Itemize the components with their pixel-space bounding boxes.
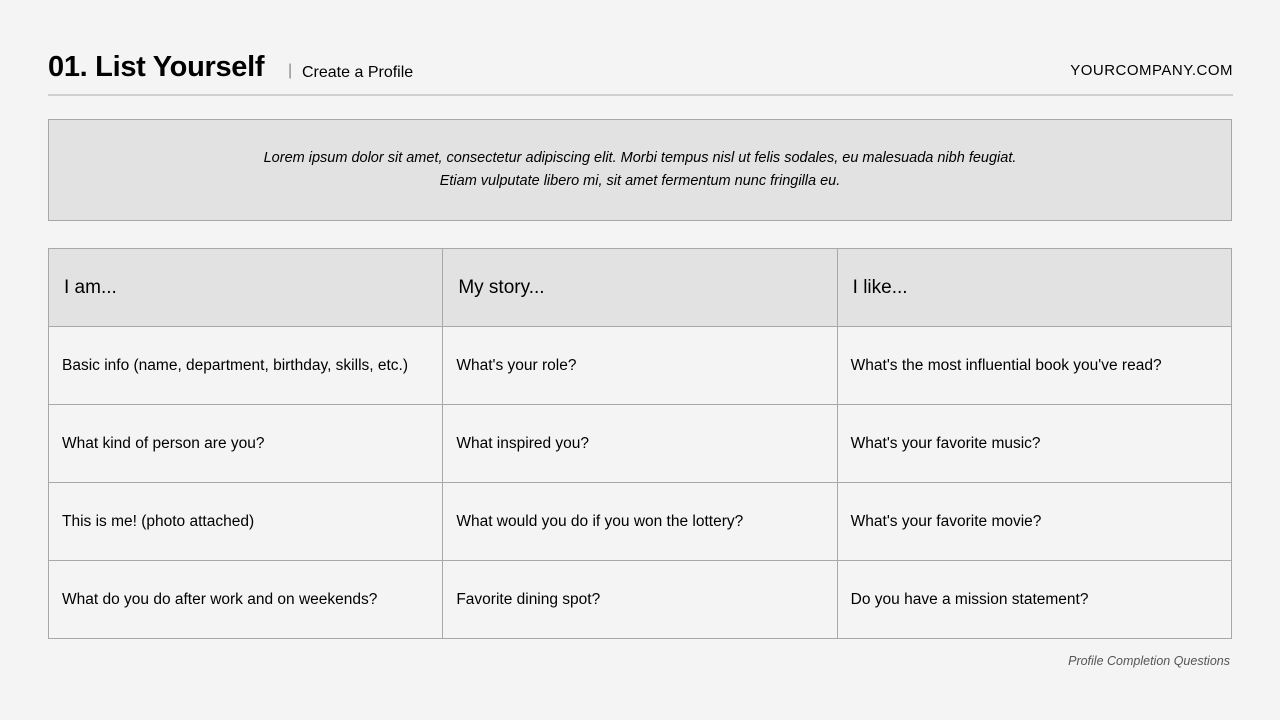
intro-line-1: Lorem ipsum dolor sit amet, consectetur adipiscing elit. Morbi tempus nisl ut felis sodales, eu malesuada nibh feugiat.: [263, 150, 1017, 166]
table-cell: What would you do if you won the lottery?: [443, 483, 837, 561]
intro-line-2: Etiam vulputate libero mi, sit amet fermentum nunc fringilla eu.: [439, 173, 841, 189]
table-row: [49, 561, 1232, 639]
table-cell: Do you have a mission statement?: [837, 561, 1231, 639]
page-subtitle: Create a Profile: [302, 64, 414, 81]
table-cell: Favorite dining spot?: [443, 561, 837, 639]
profile-questions-table: [48, 248, 1232, 639]
table-cell: What's your favorite movie?: [837, 483, 1231, 561]
column-header-my-story: My story...: [443, 249, 837, 327]
table-row: [49, 327, 1232, 405]
column-header-i-like: I like...: [837, 249, 1231, 327]
intro-box: [48, 119, 1232, 221]
table-cell: What kind of person are you?: [49, 405, 443, 483]
table-cell: What inspired you?: [443, 405, 837, 483]
table-caption: Profile Completion Questions: [1068, 654, 1230, 668]
table-cell: This is me! (photo attached): [49, 483, 443, 561]
table-header-row: [49, 249, 1232, 327]
company-name: YOURCOMPANY.COM: [1070, 62, 1233, 79]
table-cell: What's your favorite music?: [837, 405, 1231, 483]
column-header-i-am: I am...: [49, 249, 443, 327]
page-header: [48, 50, 1233, 96]
table-cell: Basic info (name, department, birthday, skills, etc.): [49, 327, 443, 405]
table-row: [49, 405, 1232, 483]
table-cell: What do you do after work and on weekends?: [49, 561, 443, 639]
table-cell: What's the most influential book you've read?: [837, 327, 1231, 405]
table-cell: What's your role?: [443, 327, 837, 405]
title-separator: |: [288, 62, 293, 79]
table-row: [49, 483, 1232, 561]
page-title: 01. List Yourself: [48, 51, 265, 83]
